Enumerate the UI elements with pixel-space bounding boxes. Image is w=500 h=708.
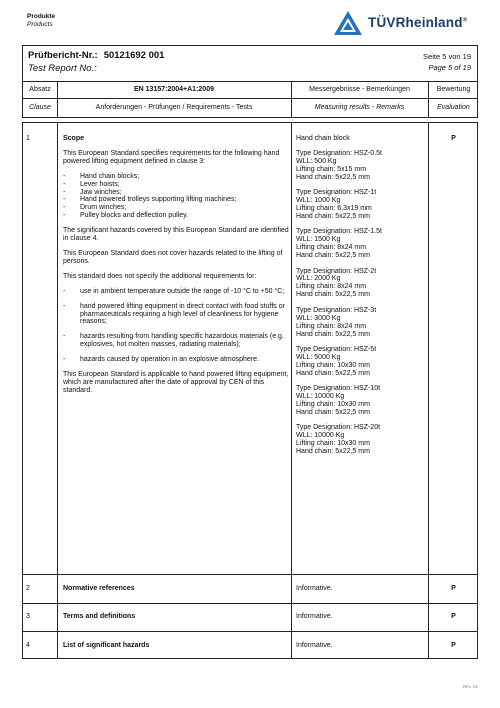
scope-intro: This European Standard specifies requirements for the following hand powered lifting equipment defined in clause 3:: [63, 149, 280, 165]
list-item: - Jaw winches;: [63, 189, 289, 197]
scope-results: [296, 135, 426, 464]
tuv-triangle-icon: [333, 10, 363, 36]
col-evaluation-en: Evaluation: [437, 104, 470, 111]
list-item: - hand powered lifting equipment in direct contact with food stuffs or pharmaceuticals requiring a high level of cleanliness for hygiene reasons;: [63, 303, 289, 327]
type-block: Type Designation: HSZ-10t WLL: 10000 Kg Lifting chain: 10x30 mm Hand chain: 5x22,5 mm: [296, 385, 381, 416]
applicability-note: This European Standard is applicable to hand powered lifting equipment, which are manufactured after the date of approval by CEN of this standard.: [63, 371, 289, 394]
col-results-de: Messergebnisse - Bemerkungen: [309, 86, 410, 93]
col-clause-en: Clause: [29, 104, 51, 111]
list-item: - use in ambient temperature outside the range of -10 °C to +50 °C;: [63, 288, 289, 296]
clause-3-number: 3: [26, 613, 30, 620]
report-number: 50121692 001: [103, 50, 165, 61]
page-number-de: Seite 5 von 19: [423, 52, 471, 61]
col-evaluation-de: Bewertung: [436, 86, 471, 93]
logo-wordmark: TÜVRheinland®: [368, 15, 468, 30]
scope-clause-number: 1: [26, 135, 30, 142]
additional-intro: This standard does not specify the additional requirements for:: [63, 272, 257, 280]
exclusion-list: [63, 288, 289, 364]
equipment-list: [63, 173, 289, 220]
type-block: Type Designation: HSZ-20t WLL: 10000 Kg Lifting chain: 10x30 mm Hand chain: 5x22,5 mm: [296, 424, 381, 456]
list-item: - Pulley blocks and deflection pulley.: [63, 212, 289, 220]
list-item: - Drum winches;: [63, 204, 289, 212]
clause-4-title: List of significant hazards: [63, 642, 150, 649]
clause-3-title: Terms and definitions: [63, 613, 136, 620]
clause-3-result: Informative.: [296, 613, 333, 620]
clause-4-result: Informative.: [296, 642, 333, 649]
requirements-table: [22, 122, 478, 659]
clause-4-number: 4: [26, 642, 30, 649]
scope-evaluation: P: [451, 135, 456, 142]
hazards-note: The significant hazards covered by this European Standard are identified in clause 4.: [63, 227, 289, 243]
scope-title: Scope: [63, 135, 85, 142]
col-standard: EN 13157:2004+A1:2009: [134, 86, 214, 93]
products-label-de: Produkte: [27, 13, 56, 20]
report-label-de: Prüfbericht-Nr.:: [28, 50, 98, 61]
scope-requirement: [63, 135, 289, 402]
report-number-line: [28, 50, 164, 61]
col-requirements: Anforderungen - Prüfungen / Requirements - Tests: [95, 104, 253, 111]
products-label: [27, 13, 55, 29]
report-header: [22, 45, 478, 82]
clause-2-title: Normative references: [63, 585, 135, 592]
clause-2-number: 2: [26, 585, 30, 592]
list-item: - Hand chain blocks;: [63, 173, 289, 181]
report-label-en: Test Report No.:: [28, 63, 97, 74]
tuv-rheinland-logo: [333, 10, 478, 36]
revision-label: Rev. 01: [462, 684, 478, 689]
list-item: - hazards resulting from handling specific hazardous materials (e.g. explosives, hot molten masses, radiating materials);: [63, 333, 289, 349]
persons-note: This European Standard does not cover hazards related to the lifting of persons.: [63, 249, 283, 265]
type-block: Type Designation: HSZ-5t WLL: 5000 Kg Lifting chain: 10x30 mm Hand chain: 5x22,5 mm: [296, 346, 377, 377]
list-item: - Hand powered trolleys supporting lifting machines;: [63, 196, 289, 204]
products-label-en: Products: [27, 21, 53, 28]
clause-4-evaluation: P: [451, 642, 456, 649]
clause-2-evaluation: P: [451, 585, 456, 592]
list-item: - hazards caused by operation in an explosive atmosphere.: [63, 356, 289, 364]
type-block: Type Designation: HSZ-3t WLL: 3000 Kg Lifting chain: 8x24 mm Hand chain: 5x22,5 mm: [296, 306, 377, 338]
column-header: [22, 82, 478, 118]
type-block: Type Designation: HSZ-0.5t WLL: 500 Kg Lifting chain: 5x15 mm Hand chain: 5x22,5 mm: [296, 149, 382, 181]
result-title: Hand chain block: [296, 135, 350, 142]
clause-2-result: Informative.: [296, 585, 333, 592]
page-number-en: Page 5 of 19: [428, 63, 471, 72]
list-item: - Lever hoists;: [63, 181, 289, 189]
col-clause-de: Absatz: [29, 86, 51, 93]
type-block: Type Designation: HSZ-1t WLL: 1000 Kg Lifting chain: 6,3x19 mm Hand chain: 5x22,5 mm: [296, 189, 377, 220]
type-block: Type Designation: HSZ-1.5t WLL: 1500 Kg Lifting chain: 8x24 mm Hand chain: 5x22,5 mm: [296, 228, 382, 260]
col-results-en: Measuring results - Remarks: [314, 104, 405, 111]
clause-3-evaluation: P: [451, 613, 456, 620]
type-block: Type Designation: HSZ-2t WLL: 2000 Kg Lifting chain: 8x24 mm Hand chain: 5x22,5 mm: [296, 267, 377, 299]
